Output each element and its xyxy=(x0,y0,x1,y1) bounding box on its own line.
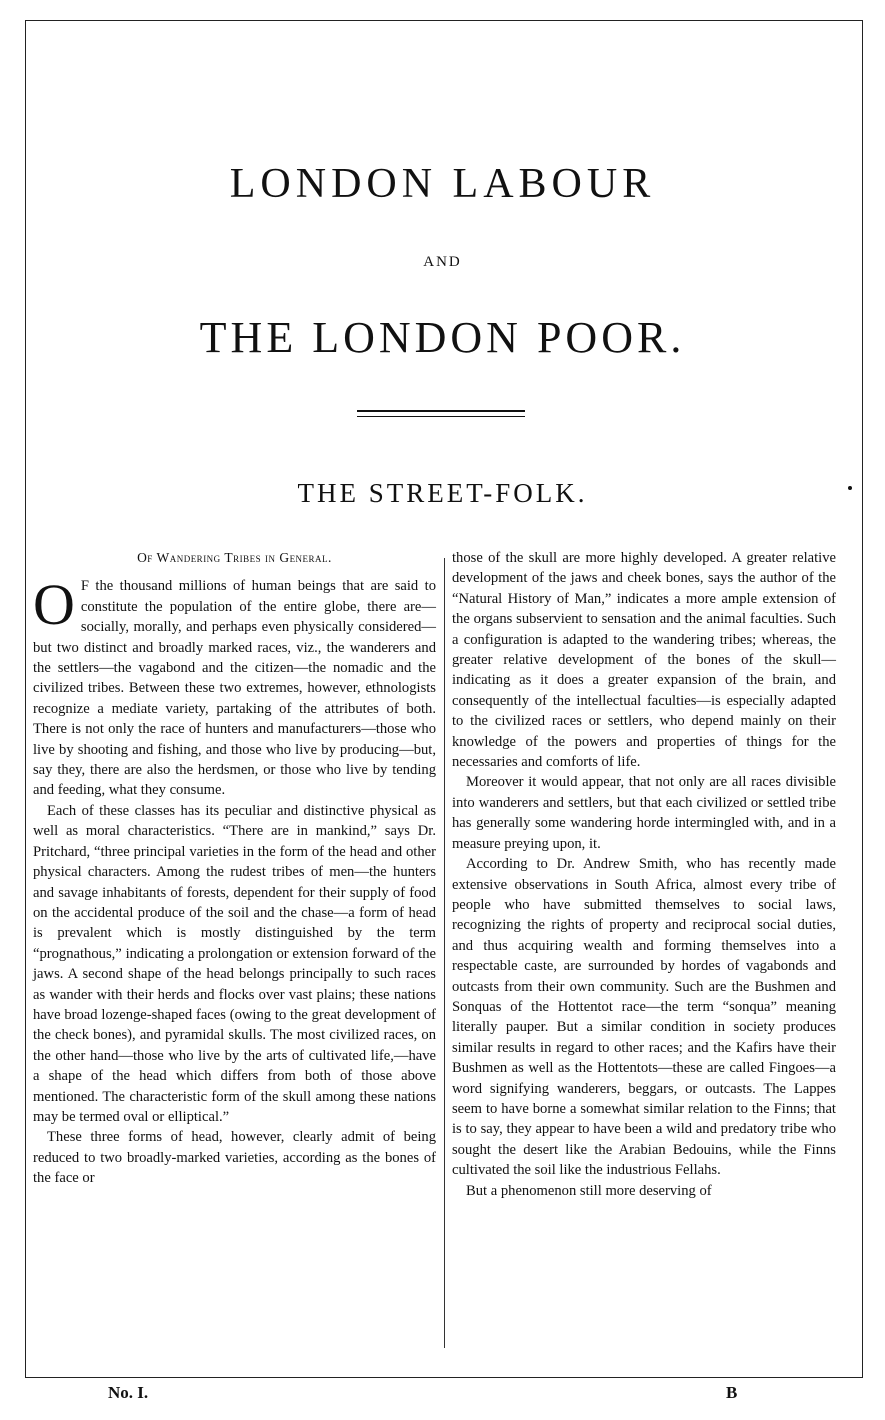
paragraph: These three forms of head, however, clearly admit of being reduced to two broadly-marked varieties, according as the bones of the face or xyxy=(33,1129,436,1187)
subtitle: THE STREET-FOLK. xyxy=(297,478,588,508)
title-rule xyxy=(357,410,525,417)
right-column xyxy=(452,548,836,1201)
paragraph: Moreover it would appear, that not only are all races divisible into wanderers and settlers, but that each civilized or settled tribe has generally some wandering horde intermingled with, and in a measure preying upon, it. xyxy=(452,774,836,852)
drop-cap: O xyxy=(33,572,75,638)
paragraph: Each of these classes has its peculiar and distinctive physical as well as moral characteristics. “There are in mankind,” says Dr. Pritchard, “three principal varieties in the form of the head and other physical characters. Among the rudest tribes of men—the hunters and savage inhabitants of forests, dependent for their supply of food on the accidental produce of the soil and the chase—a form of head is prevalent which is mostly distinguished by the term “prognathous,” indicating a prolongation or extension forward of the jaws. A second shape of the head belongs principally to such races as wander with their herds and flocks over vast plains; these nations have broad lozenge-shaped faces (owing to the great development of the check bones), and pyramidal skulls. The most civilized races, on the other hand—those who live by the arts of cultivated life,—have a shape of the head which differs from both of those above mentioned. The characteristic form of the skull among these nations may be termed oval or elliptical.” xyxy=(33,802,436,1125)
signature-number: No. I. xyxy=(108,1383,149,1402)
paragraph: But a phenomenon still more deserving of xyxy=(466,1182,712,1199)
title-line-1: LONDON LABOUR xyxy=(229,161,656,207)
column-divider xyxy=(444,558,445,1348)
title-line-2: THE LONDON POOR. xyxy=(199,313,686,362)
print-mark xyxy=(848,486,852,490)
paragraph-text: F the thousand millions of human beings that are said to constitute the population of the entire globe, there are—socially, morally, and perhaps even physically considered—but two distinct and broadly marked races, viz., the wanderers and the settlers—the vagabond and the citizen—the nomadic and the civilized tribes. Between these two extremes, however, ethnologists recognize a mediate variety, partaking of the attributes of both. There is not only the race of hunters and manufacturers—those who live by shooting and fishing, and those who live by producing—but, say they, there are also the herdsmen, or those who live by tending and feeding, what they consume. xyxy=(33,578,436,799)
paragraph xyxy=(33,572,436,800)
paragraph: According to Dr. Andrew Smith, who has recently made extensive observations in South Africa, almost every tribe of people who have submitted themselves to social laws, recognizing the rights of property and reciprocal social duties, and thus acquiring wealth and forming themselves into a respectable caste, are surrounded by hordes of vagabonds and outcasts from their own community. Such are the Bushmen and Sonquas of the Hottentot race—the term “sonqua” meaning literally pauper. But a similar condition in society produces similar results in regard to other races; and the Kafirs have their Bushmen as well as the Hottentots—these are called Fingoes—a word signifying wanderers, beggars, or outcasts. The Lappes seem to have borne a somewhat similar relation to the Finns; that is to say, they appear to have been a wild and predatory tribe who sought the desert like the Arabian Bedouins, while the Finns cultivated the soil like the industrious Fellahs. xyxy=(452,856,836,1179)
section-heading: Of Wandering Tribes in General. xyxy=(137,550,332,565)
signature-letter: B xyxy=(726,1383,738,1402)
paragraph: those of the skull are more highly developed. A greater relative development of the jaws and cheek bones, says the author of the “Natural History of Man,” indicates a more ample extension of the organs subservient to sensation and the animal faculties. Such a configuration is adapted to the wandering tribes; whereas, the greater relative development of the bones of the skull—indicating as it does a greater expansion of the brain, and consequently of the intellectual faculties—is especially adapted to the civilized races or settlers, who depend mainly on their knowledge of the powers and properties of things for the necessaries and comforts of life. xyxy=(452,550,836,771)
left-column xyxy=(33,548,436,1189)
title-and: AND xyxy=(423,254,462,270)
